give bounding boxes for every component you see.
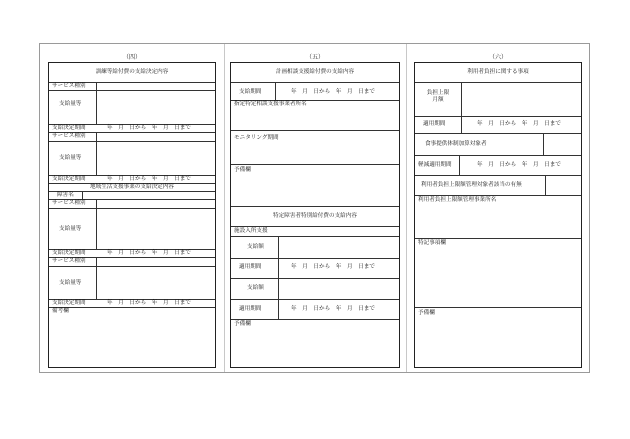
reserve-label: 予備欄 — [234, 167, 251, 173]
applied-period-label: 適用期間 — [239, 264, 262, 270]
amount-label: 支給量等 — [59, 155, 82, 161]
panel-title: 利用者負担に関する事項 — [467, 69, 529, 75]
community-support-title: 地域生活支援事業の支給決定内容 — [90, 184, 174, 190]
amount-label: 支給量等 — [59, 226, 82, 232]
amount-label: 支給量等 — [59, 280, 82, 286]
decision-period-label: 支給決定期間 — [52, 250, 86, 256]
applied-period-label: 適用期間 — [239, 306, 262, 312]
decision-period-dates: 年 月 日から 年 月 日まで — [107, 176, 191, 182]
panel-number: （四） — [122, 54, 141, 61]
payment-period-label: 支給期間 — [239, 89, 262, 95]
disability-name-label: 障害名 — [57, 192, 74, 198]
decision-period-label: 支給決定期間 — [52, 176, 86, 182]
panel-title: 計画相談支援給付費の支給内容 — [275, 69, 355, 75]
fold-line — [406, 44, 407, 372]
remarks-label: 備考欄 — [52, 308, 69, 314]
cap-management-office-label: 利用者負担上限額管理事業所名 — [418, 197, 497, 203]
panel-5-form — [230, 62, 400, 368]
service-type-label: サービス種別 — [52, 200, 86, 206]
reserve-label: 予備欄 — [418, 310, 435, 316]
reduction-period-label: 軽減適用期間 — [418, 162, 452, 168]
facility-admission-label: 施設入所支援 — [234, 228, 268, 234]
service-type-label: サービス種別 — [52, 133, 86, 139]
cap-management-label: 利用者負担上限額管理対象者該当の有無 — [421, 182, 522, 188]
amount-label: 支給額 — [247, 285, 264, 291]
decision-period-label: 支給決定期間 — [52, 300, 86, 306]
decision-period-dates: 年 月 日から 年 月 日まで — [107, 125, 191, 131]
reduction-period-dates: 年 月 日から 年 月 日まで — [477, 162, 561, 168]
reserve-label: 予備欄 — [234, 321, 251, 327]
decision-period-dates: 年 月 日から 年 月 日まで — [107, 250, 191, 256]
panel-number: （五） — [305, 54, 324, 61]
applied-period-label: 適用期間 — [423, 121, 446, 127]
panel-title: 訓練等給付費の支給決定内容 — [95, 69, 169, 75]
decision-period-label: 支給決定期間 — [52, 125, 86, 131]
amount-label: 支給量等 — [59, 101, 82, 107]
fold-line — [224, 44, 225, 372]
amount-label: 支給額 — [247, 244, 264, 250]
service-type-label: サービス種別 — [52, 83, 86, 89]
applied-period-dates: 年 月 日から 年 月 日まで — [291, 264, 375, 270]
applied-period-dates: 年 月 日から 年 月 日まで — [477, 121, 561, 127]
special-notes-label: 特記事項欄 — [418, 240, 446, 246]
special-benefit-title: 特定障害者特別給付費の支給内容 — [273, 213, 357, 219]
service-type-label: サービス種別 — [52, 258, 86, 264]
monitoring-period-label: モニタリング期間 — [234, 135, 279, 141]
payment-period-dates: 年 月 日から 年 月 日まで — [291, 89, 375, 95]
panel-6-form — [414, 62, 582, 368]
monthly-cap-label: 負担上限 月額 — [426, 90, 450, 103]
decision-period-dates: 年 月 日から 年 月 日まで — [107, 300, 191, 306]
designated-office-label: 指定特定相談支援事業者所名 — [234, 101, 307, 107]
meal-provision-label: 食事提供体制加算対象者 — [425, 141, 487, 147]
panel-number: （六） — [488, 54, 507, 61]
applied-period-dates: 年 月 日から 年 月 日まで — [291, 306, 375, 312]
panel-4-form — [48, 62, 216, 368]
